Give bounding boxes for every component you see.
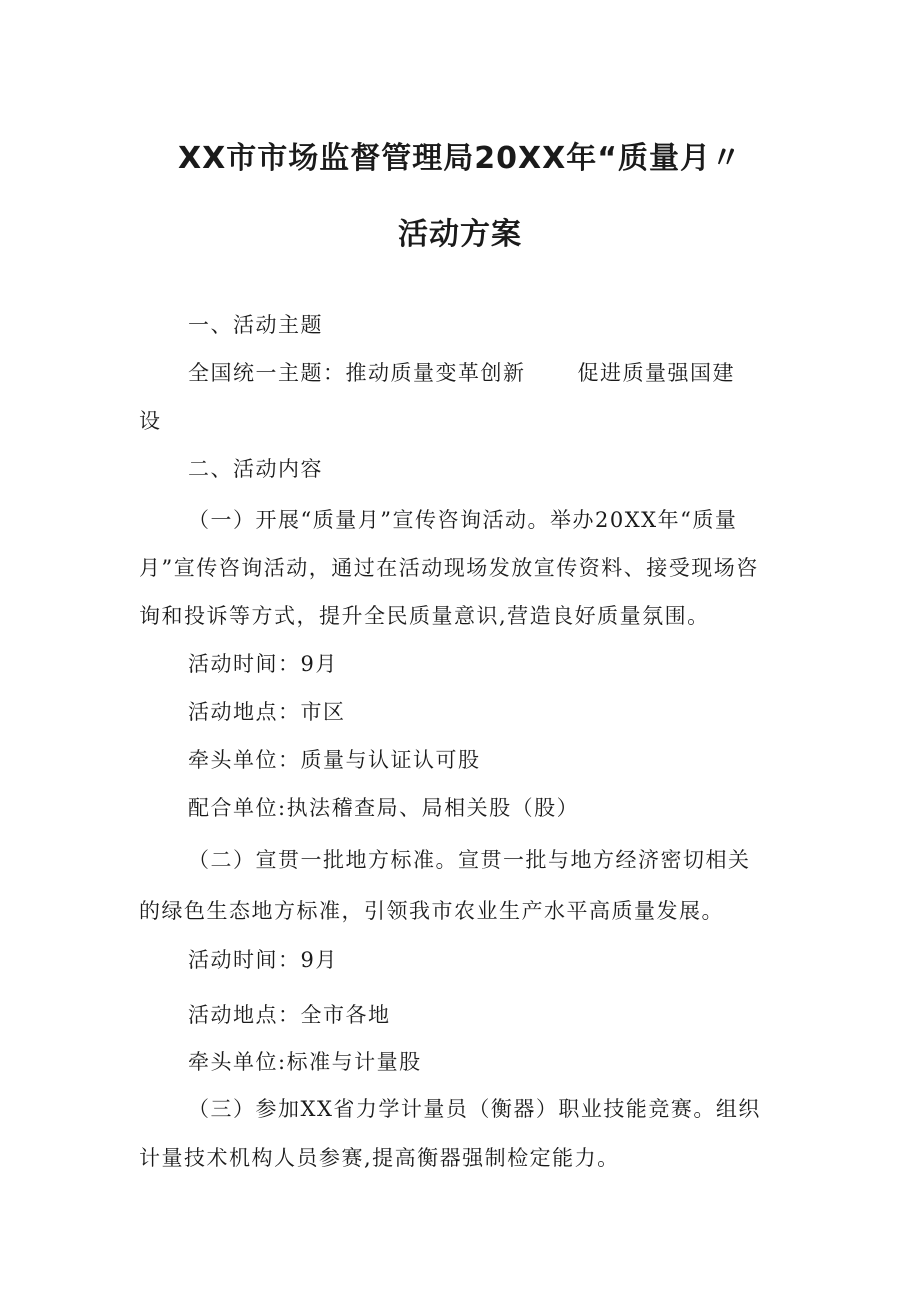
item-1-paragraph-line-3: 询和投诉等方式，提升全民质量意识,营造良好质量氛围。 [139,604,710,628]
item-2-time: 活动时间：9月 [188,948,338,972]
item-2-location: 活动地点：全市各地 [188,1003,391,1027]
item-1-paragraph-line-1: （一）开展“质量月”宣传咨询活动。举办20XX年“质量 [188,508,738,532]
theme-statement-continuation: 设 [139,409,162,433]
item-2-lead-unit: 牵头单位:标准与计量股 [188,1050,422,1074]
item-1-location: 活动地点：市区 [188,700,346,724]
item-1-lead-unit: 牵头单位：质量与认证认可股 [188,748,481,772]
theme-statement-part-2: 促进质量强国建 [577,361,735,385]
item-1-support-unit: 配合单位:执法稽查局、局相关股（股） [188,796,580,820]
document-title-line-2: 活动方案 [398,217,522,252]
document-title-line-1: XX市市场监督管理局20XX年“质量月〃 [178,141,742,176]
item-1-paragraph-line-2: 月”宣传咨询活动，通过在活动现场发放宣传资料、接受现场咨 [139,556,759,580]
theme-statement [188,358,735,388]
section-heading-content: 二、活动内容 [188,457,323,481]
item-3-paragraph-line-1: （三）参加XX省力学计量员（衡器）职业技能竞赛。组织 [188,1097,761,1121]
item-1-time: 活动时间：9月 [188,652,338,676]
item-2-paragraph-line-1: （二）宣贯一批地方标准。宣贯一批与地方经济密切相关 [188,848,751,872]
item-3-paragraph-line-2: 计量技术机构人员参赛,提高衡器强制检定能力。 [139,1146,620,1170]
theme-statement-part-1: 全国统一主题：推动质量变革创新 [188,361,526,385]
item-2-paragraph-line-2: 的绿色生态地方标准，引领我市农业生产水平高质量发展。 [139,899,724,923]
section-heading-theme: 一、活动主题 [188,313,323,337]
